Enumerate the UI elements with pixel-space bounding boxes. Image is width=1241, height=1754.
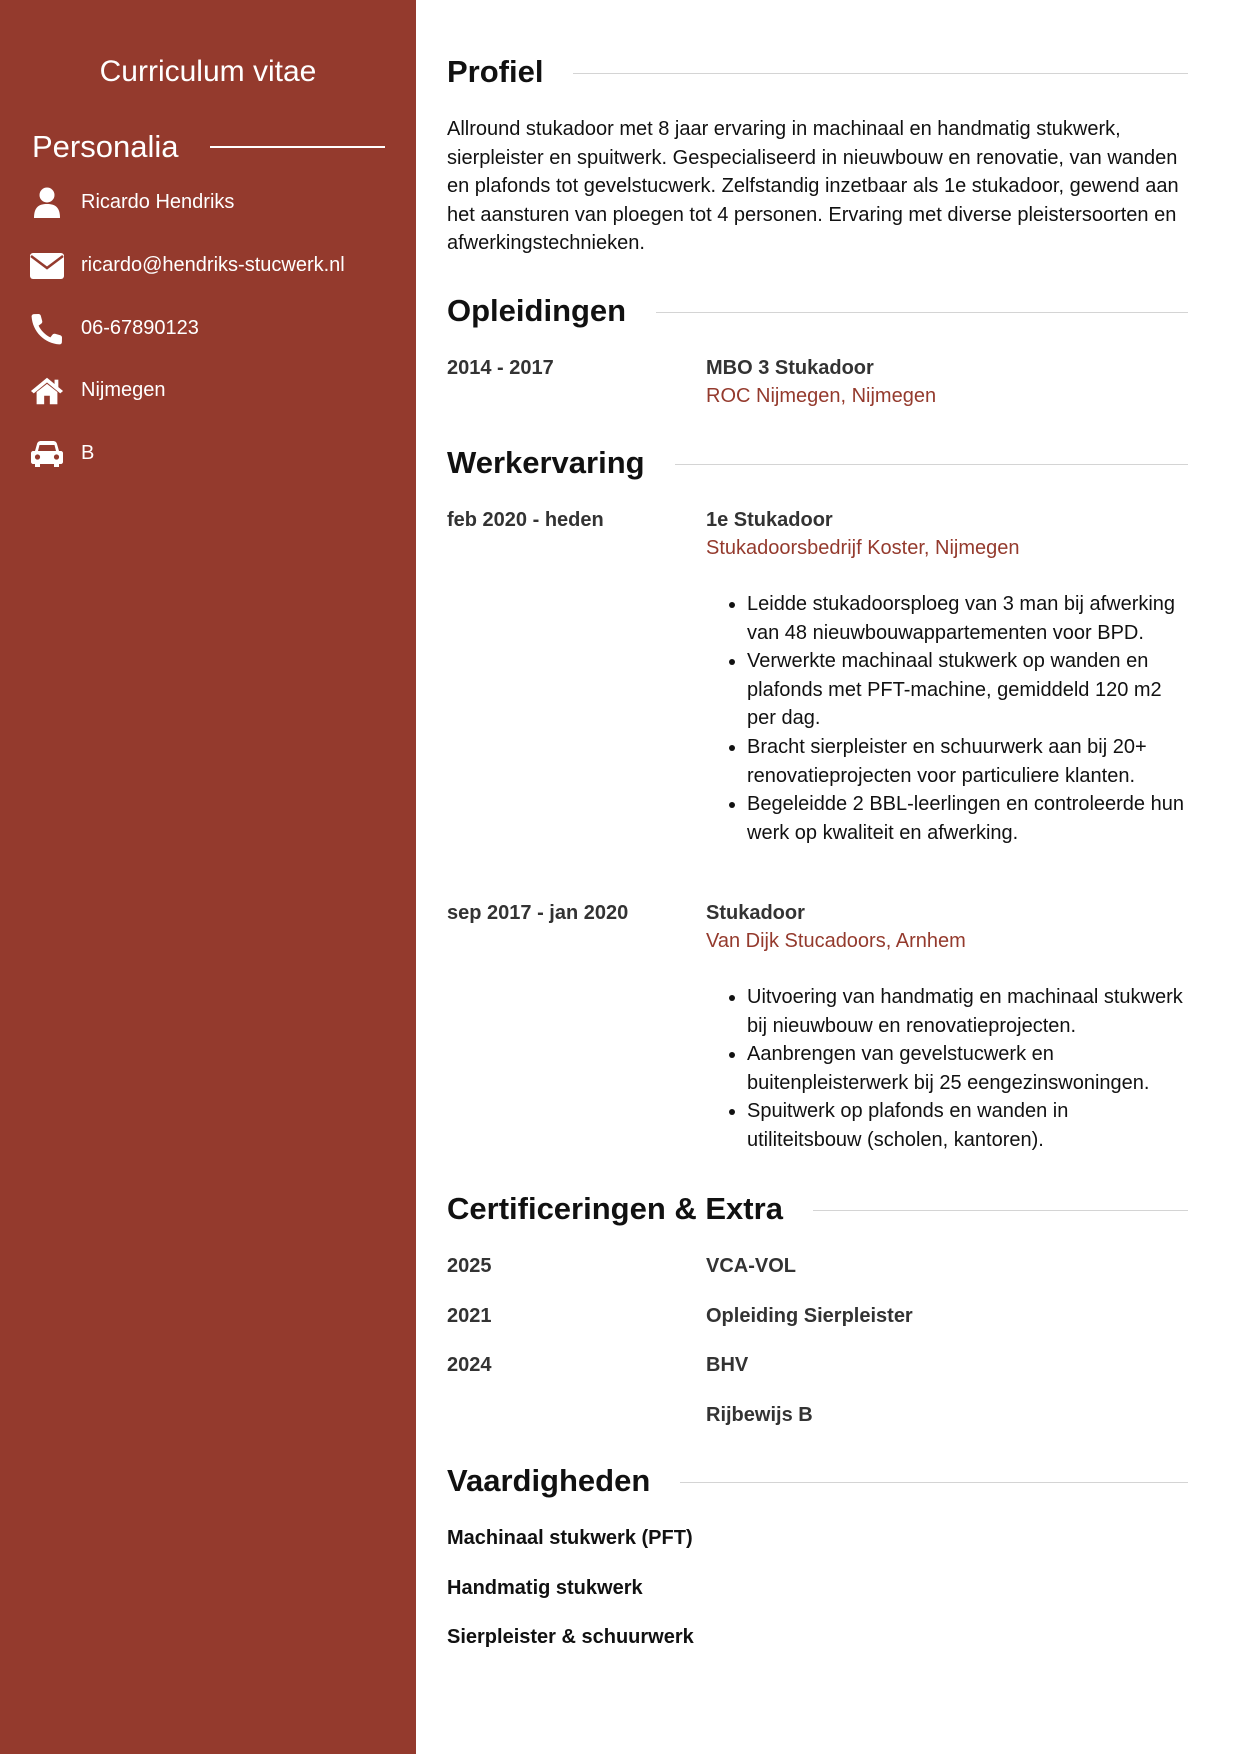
home-icon — [30, 374, 64, 408]
education-heading: Opleidingen — [447, 291, 656, 331]
personalia-heading: Personalia — [32, 129, 179, 164]
skill-item: Machinaal stukwerk (PFT) — [447, 1527, 693, 1549]
experience-details — [706, 899, 1188, 1155]
job-bullet: • Aanbrengen van gevelstucwerk en buitenpleisterwerk bij 25 eengezinswoningen. — [747, 1040, 1188, 1097]
job-bullet: • Uitvoering van handmatig en machinaal stukwerk bij nieuwbouw en renovatieprojecten. — [747, 983, 1188, 1040]
personalia-name — [30, 186, 410, 226]
certification-title: Opleiding Sierpleister — [706, 1305, 913, 1327]
personalia-phone[interactable] — [30, 312, 410, 352]
city-text: Nijmegen — [81, 379, 166, 401]
experience-period: feb 2020 - heden — [447, 509, 604, 531]
job-company: Stukadoorsbedrijf Koster, Nijmegen — [706, 537, 1020, 559]
car-icon — [30, 437, 64, 471]
skill-item: Handmatig stukwerk — [447, 1577, 643, 1599]
skills-section-header — [447, 1461, 1188, 1501]
education-title: MBO 3 Stukadoor — [706, 357, 874, 379]
license-text: B — [81, 442, 95, 464]
experience-heading: Werkervaring — [447, 443, 675, 483]
certification-year: 2025 — [447, 1255, 492, 1277]
job-bullets — [706, 983, 1188, 1155]
sidebar — [0, 0, 416, 1754]
personalia-license — [30, 437, 410, 477]
job-bullets — [706, 590, 1188, 847]
name-text: Ricardo Hendriks — [81, 191, 235, 213]
profile-text: Allround stukadoor met 8 jaar ervaring in machinaal en handmatig stukwerk, sierpleister en spuitwerk. Gespecialiseerd in nieuwbouw en renovatie, van wanden en plafonds tot gevelstucwerk. Zelfstandig inzetbaar als 1e stukadoor, gewend aan het aansturen van ploegen tot 4 personen. Ervaring met diverse pleistersoorten en afwerkingstechnieken. — [447, 118, 1179, 255]
profile-heading: Profiel — [447, 52, 573, 92]
skill-item: Sierpleister & schuurwerk — [447, 1626, 694, 1648]
experience-details — [706, 506, 1188, 847]
personalia-city — [30, 374, 410, 414]
job-bullet: • Bracht sierpleister en schuurwerk aan bij 20+ renovatieprojecten voor particuliere klanten. — [747, 733, 1188, 790]
job-bullet: • Leidde stukadoorsploeg van 3 man bij afwerking van 48 nieuwbouwappartementen voor BPD. — [747, 590, 1188, 647]
job-title: Stukadoor — [706, 902, 805, 924]
job-bullet: • Begeleidde 2 BBL-leerlingen en controleerde hun werk op kwaliteit en afwerking. — [747, 790, 1188, 847]
experience-period: sep 2017 - jan 2020 — [447, 902, 629, 924]
certification-title: VCA-VOL — [706, 1255, 796, 1277]
education-institution: ROC Nijmegen, Nijmegen — [706, 385, 937, 407]
education-details — [706, 354, 1188, 410]
main-content — [447, 0, 1188, 1754]
job-company: Van Dijk Stucadoors, Arnhem — [706, 930, 966, 952]
certification-year: 2024 — [447, 1354, 492, 1376]
certifications-section-header — [447, 1189, 1188, 1229]
job-bullet: • Verwerkte machinaal stukwerk op wanden en plafonds met PFT-machine, gemiddeld 120 m2 per dag. — [747, 647, 1188, 733]
experience-section-header — [447, 443, 1188, 483]
cv-title: Curriculum vitae — [99, 55, 317, 88]
personalia-email[interactable] — [30, 249, 410, 289]
education-period: 2014 - 2017 — [447, 357, 554, 379]
job-title: 1e Stukadoor — [706, 509, 833, 531]
person-icon — [30, 186, 64, 220]
certification-year: 2021 — [447, 1305, 492, 1327]
certification-title: Rijbewijs B — [706, 1404, 813, 1426]
profile-section-header — [447, 52, 1188, 92]
job-bullet: • Spuitwerk op plafonds en wanden in utiliteitsbouw (scholen, kantoren). — [747, 1097, 1188, 1154]
personalia-divider — [210, 146, 385, 148]
email-text[interactable]: ricardo@hendriks-stucwerk.nl — [81, 254, 345, 276]
envelope-icon — [30, 249, 64, 283]
certifications-heading: Certificeringen & Extra — [447, 1189, 813, 1229]
skills-heading: Vaardigheden — [447, 1461, 680, 1501]
phone-icon — [30, 312, 64, 346]
certification-title: BHV — [706, 1354, 749, 1376]
education-section-header — [447, 291, 1188, 331]
phone-text[interactable]: 06-67890123 — [81, 317, 199, 339]
